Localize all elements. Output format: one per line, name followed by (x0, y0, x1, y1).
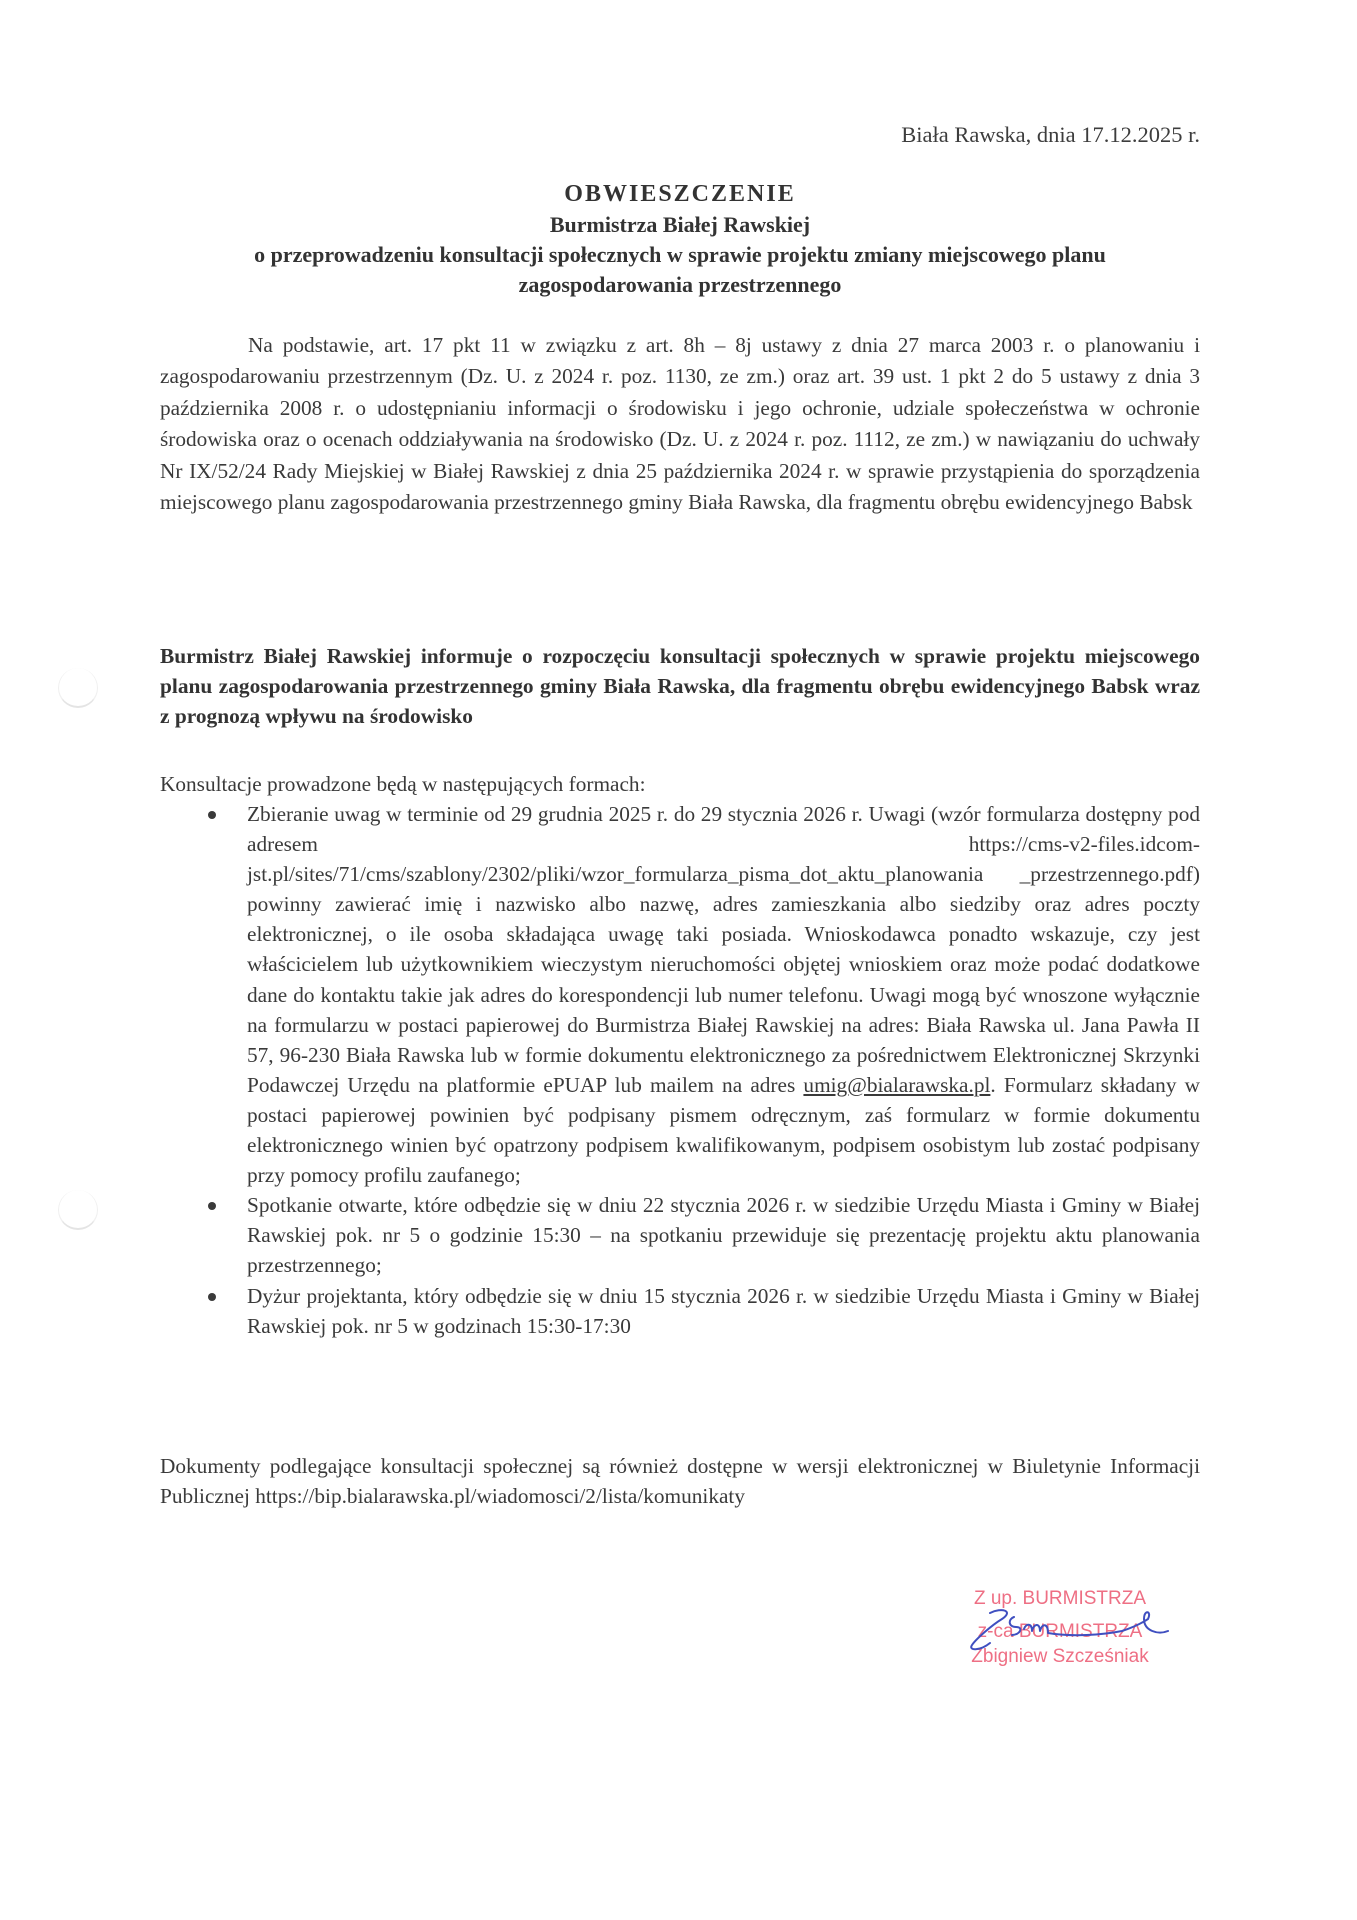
stamp-line-name: Zbigniew Szcześniak (971, 1646, 1149, 1667)
bullet-icon (208, 1202, 216, 1210)
document-header (150, 178, 1210, 300)
list-item-text: . Formularz składany w postaci papierowej powinien być podpisany pismem odręcznym, zaś formularz w formie dokumentu elektronicznego winien być opatrzony podpisem kwalifikowanym, podpisem osobistym lub zostać podpisany przy pomocy profilu zaufanego; (247, 1072, 1201, 1188)
punch-hole-mark (58, 1190, 98, 1230)
announcement-paragraph: Burmistrz Białej Rawskiej informuje o rozpoczęciu konsultacji społecznych w sprawie projektu miejscowego planu zagospodarowania przestrzennego gminy Biała Rawska, dla fragmentu obrębu ewidencyjnego Babsk wraz z prognozą wpływu na środowisko (160, 644, 1200, 728)
consultation-forms-intro: Konsultacje prowadzone będą w następujących formach: (160, 772, 646, 796)
list-item-text: Spotkanie otwarte, które odbędzie się w dniu 22 stycznia 2026 r. w siedzibie Urzędu Miasta i Gminy w Białej Rawskiej pok. nr 5 o godzinie 15:30 – na spotkaniu przewiduje się prezentację projektu aktu planowania przestrzennego; (247, 1193, 1200, 1278)
email-link[interactable]: umig@bialarawska.pl (803, 1072, 991, 1097)
document-issuer: Burmistrza Białej Rawskiej (549, 212, 811, 237)
closing-paragraph: Dokumenty podlegające konsultacji społecznej są również dostępne w wersji elektronicznej w Biuletynie Informacji Publicznej https://bip.bialarawska.pl/wiadomosci/2/lista/komunikaty (160, 1454, 1200, 1508)
consultation-forms-list (160, 799, 1200, 1341)
list-item (160, 1190, 1200, 1280)
list-item (160, 1281, 1200, 1341)
handwritten-signature-icon (962, 1605, 1172, 1655)
stamp-line-authorization: Z up. BURMISTRZA (973, 1588, 1147, 1609)
list-item-text: Zbieranie uwag w terminie od 29 grudnia 2025 r. do 29 stycznia 2026 r. Uwagi (wzór formularza dostępny pod adresem https://cms-v2-files.idcom-jst.pl/sites/71/cms/szablony/2302/pliki/wzor_formularza_pisma_dot_aktu_planowania _przestrzennego.pdf) powinny zawierać imię i nazwisko albo nazwę, adres zamieszkania albo siedziby oraz adres poczty elektronicznej, o ile osoba składająca uwagę taki posiada. Wnioskodawca ponadto wskazuje, czy jest właścicielem lub użytkownikiem wieczystym nieruchomości objętej wnioskiem oraz może podać dodatkowe dane do kontaktu takie jak adres do korespondencji lub numer telefonu. Uwagi mogą być wnoszone wyłącznie na formularzu w postaci papierowej do Burmistrza Białej Rawskiej na adres: Biała Rawska ul. Jana Pawła II 57, 96-230 Biała Rawska lub w formie dokumentu elektronicznego za pośrednictwem Elektronicznej Skrzynki Podawczej Urzędu na platformie ePUAP lub mailem na adres (247, 802, 1200, 1097)
bullet-icon (208, 811, 216, 819)
stamp-line-position: z-ca BURMISTRZA (977, 1621, 1143, 1642)
punch-hole-mark (58, 668, 98, 708)
list-item-text: Dyżur projektanta, który odbędzie się w dniu 15 stycznia 2026 r. w siedzibie Urzędu Miasta i Gminy w Białej Rawskiej pok. nr 5 w godzinach 15:30-17:30 (247, 1283, 1200, 1338)
list-item (160, 799, 1200, 1190)
bullet-icon (208, 1293, 216, 1301)
document-subject: o przeprowadzeniu konsultacji społecznych w sprawie projektu zmiany miejscowego planu zagospodarowania przestrzennego (254, 242, 1106, 297)
document-title: OBWIESZCZENIE (564, 181, 796, 207)
date-line: Biała Rawska, dnia 17.12.2025 r. (901, 122, 1200, 147)
legal-basis-paragraph: Na podstawie, art. 17 pkt 11 w związku z art. 8h – 8j ustawy z dnia 27 marca 2003 r. o planowaniu i zagospodarowaniu przestrzennym (Dz. U. z 2024 r. poz. 1130, ze zm.) oraz art. 39 ust. 1 pkt 2 do 5 ustawy z dnia 3 października 2008 r. o udostępnianiu informacji o środowisku i jego ochronie, udziale społeczeństwa w ochronie środowiska oraz o ocenach oddziaływania na środowisko (Dz. U. z 2024 r. poz. 1112, ze zm.) w nawiązaniu do uchwały Nr IX/52/24 Rady Miejskiej w Białej Rawskiej z dnia 25 października 2024 r. w sprawie przystąpienia do sporządzenia miejscowego planu zagospodarowania przestrzennego gminy Biała Rawska, dla fragmentu obrębu ewidencyjnego Babsk (160, 333, 1200, 515)
